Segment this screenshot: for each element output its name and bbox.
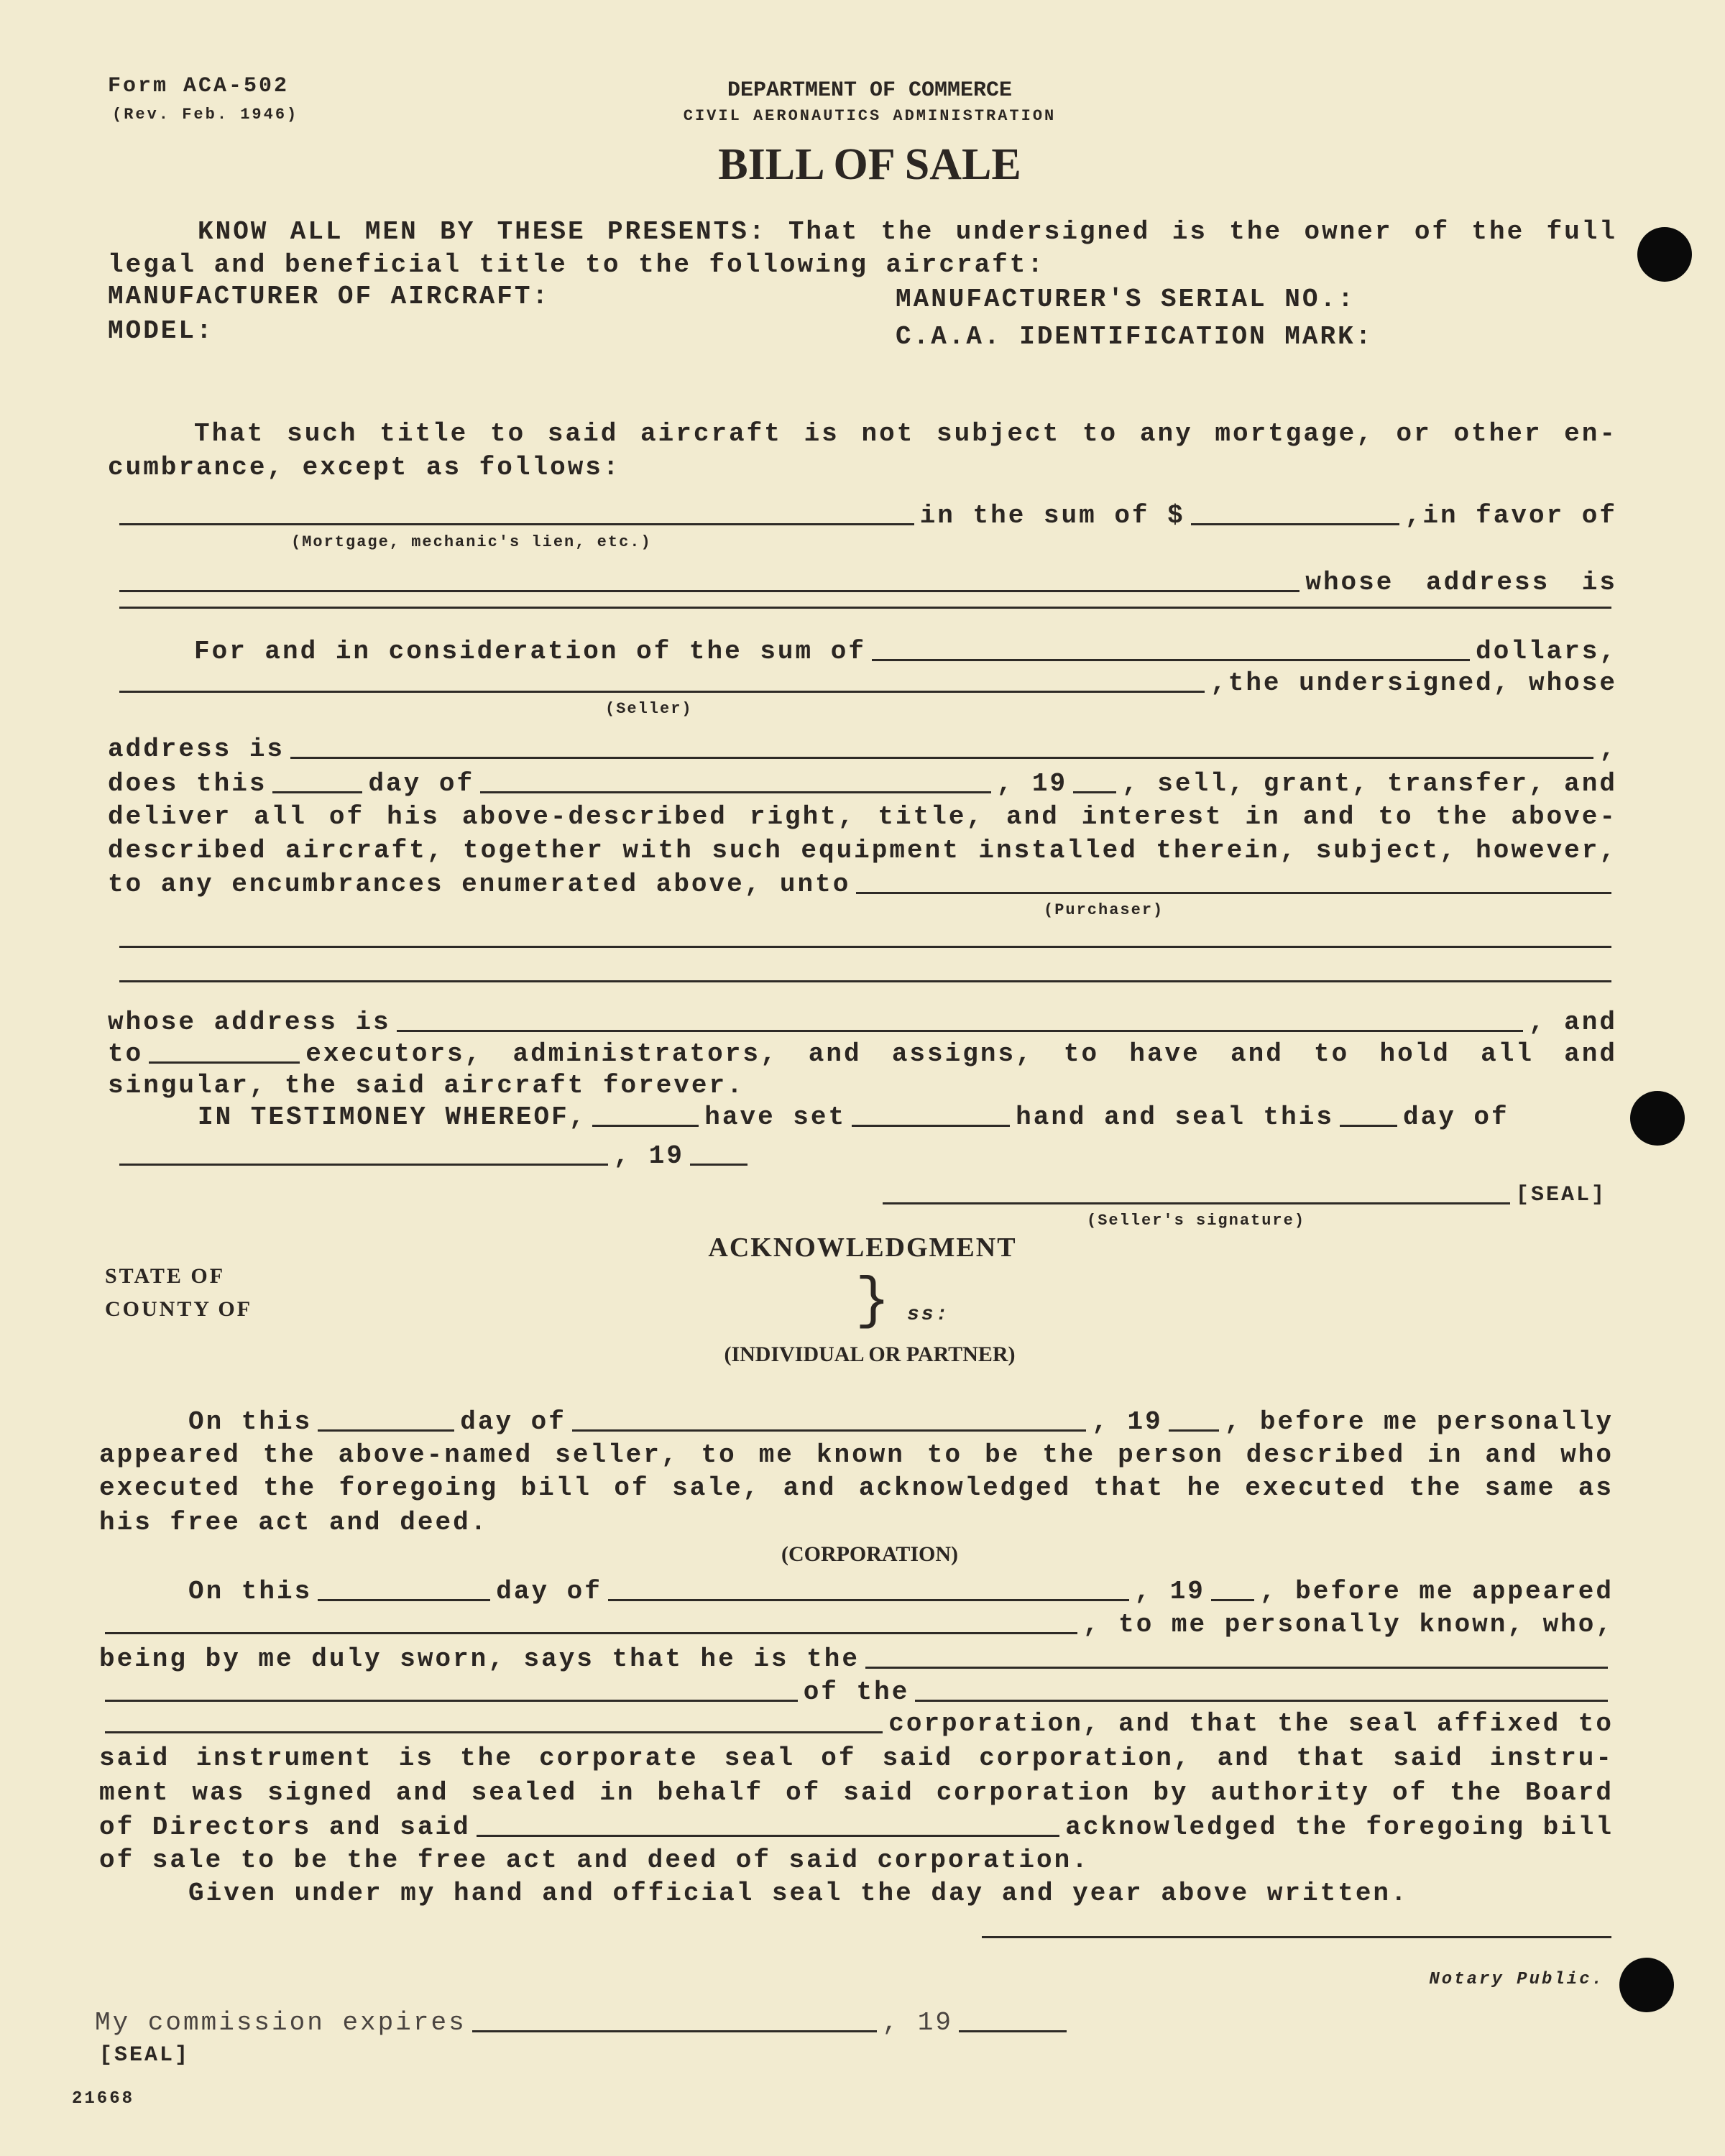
day-of-label: day of (460, 1407, 566, 1437)
testimony-year-field[interactable] (690, 1161, 748, 1166)
corp-officer-title-field[interactable] (865, 1664, 1608, 1669)
form-number: Form ACA-502 (108, 74, 290, 98)
year-prefix: , 19 (882, 2008, 953, 2037)
purchaser-field[interactable] (856, 889, 1611, 894)
punch-hole (1637, 227, 1692, 282)
sale-day-field[interactable] (272, 788, 362, 793)
seller-address-field[interactable] (290, 754, 1593, 759)
sell-label: , sell, grant, transfer, and (1122, 769, 1617, 798)
corp-line-4: said instrument is the corporate seal of said corporation, and that said instru- (99, 1743, 1614, 1773)
have-set-label: have set (704, 1102, 847, 1132)
encumbrance-field[interactable] (119, 520, 914, 525)
intro-line-1: KNOW ALL MEN BY THESE PRESENTS: That the undersigned is the owner of the full (198, 217, 1617, 247)
corporation-heading: (CORPORATION) (781, 1542, 959, 1566)
and-label: , and (1528, 1008, 1617, 1037)
purchaser-caption: (Purchaser) (1044, 901, 1164, 919)
does-this-label: does this (108, 769, 267, 798)
corp-title-field-2[interactable] (105, 1697, 798, 1702)
undersigned-label: the undersigned, whose (1228, 668, 1617, 698)
personally-known-label: , to me personally known, who, (1082, 1610, 1614, 1639)
year-prefix: , 19 (1134, 1577, 1205, 1606)
sworn-label: being by me duly sworn, says that he is the (99, 1644, 860, 1674)
dollars-label: dollars, (1476, 637, 1617, 666)
brace-icon: } (855, 1269, 891, 1335)
day-of-label: day of (1402, 1102, 1509, 1132)
commission-expiry-field[interactable] (472, 2027, 877, 2032)
ack-year-field[interactable] (1169, 1427, 1219, 1432)
corp-seal-text: corporation, and that the seal affixed to (888, 1709, 1614, 1738)
purchaser-line-3[interactable] (119, 977, 1611, 982)
before-appeared-label: , before me appeared (1259, 1577, 1614, 1606)
individual-heading: (INDIVIDUAL OR PARTNER) (724, 1342, 1016, 1366)
whose-address-label: whose address is (1305, 568, 1617, 597)
serial-label: MANUFACTURER'S SERIAL NO.: (896, 285, 1356, 314)
lienholder-field[interactable] (119, 587, 1300, 592)
page-title: BILL OF SALE (718, 140, 1021, 189)
purchaser-address-field[interactable] (397, 1027, 1523, 1032)
ack-day-field[interactable] (318, 1427, 454, 1432)
corp-line-7: of sale to be the free act and deed of said corporation. (99, 1846, 1090, 1875)
corp-line-5: ment was signed and sealed in behalf of said corporation by authority of the Board (99, 1778, 1614, 1807)
hand-seal-label: hand and seal this (1016, 1102, 1334, 1132)
sum-label: in the sum of $ (919, 501, 1185, 530)
individual-line-2: appeared the above-named seller, to me known to be the person described in and who (99, 1440, 1614, 1470)
address-label: address is (108, 734, 285, 764)
lienholder-address-field[interactable] (119, 604, 1611, 609)
acknowledged-label: acknowledged the foregoing bill (1065, 1812, 1614, 1842)
notary-label: Notary Public. (1429, 1970, 1604, 1989)
purchaser-address-label: whose address is (108, 1008, 391, 1037)
testimony-day-field[interactable] (1340, 1122, 1397, 1127)
notary-seal-label: [SEAL] (99, 2043, 190, 2068)
singular-text: singular, the said aircraft forever. (108, 1071, 745, 1100)
on-this-label: On this (188, 1407, 313, 1437)
corp-officer-field[interactable] (477, 1832, 1060, 1837)
testimony-label: IN TESTIMONEY WHEREOF, (198, 1102, 587, 1132)
testimony-who-field[interactable] (592, 1122, 699, 1127)
individual-line-4: his free act and deed. (99, 1508, 489, 1537)
seller-signature-caption: (Seller's signature) (1087, 1212, 1306, 1230)
seal-label: [SEAL] (1515, 1183, 1606, 1207)
seller-field[interactable] (119, 688, 1205, 693)
seller-signature-field[interactable] (883, 1199, 1510, 1204)
state-label: STATE OF (105, 1264, 226, 1288)
corp-officer-name-field[interactable] (105, 1629, 1077, 1634)
consideration-label: For and in consideration of the sum of (194, 637, 866, 666)
title-line-1: That such title to said aircraft is not subject to any mortgage, or other en- (194, 419, 1617, 448)
grant-line-2: described aircraft, together with such equipment installed therein, subject, however, (108, 836, 1617, 865)
heirs-field[interactable] (149, 1059, 300, 1064)
corp-month-field[interactable] (608, 1596, 1129, 1601)
purchaser-line-2[interactable] (119, 943, 1611, 948)
year-prefix: , 19 (996, 769, 1068, 798)
corp-year-field[interactable] (1211, 1596, 1254, 1601)
sale-year-field[interactable] (1073, 788, 1116, 793)
corp-day-field[interactable] (318, 1596, 490, 1601)
seller-caption: (Seller) (605, 700, 693, 718)
year-prefix: , 19 (613, 1141, 684, 1171)
day-of-label: day of (368, 769, 475, 798)
mortgage-caption: (Mortgage, mechanic's lien, etc.) (291, 533, 652, 551)
commission-year-field[interactable] (959, 2027, 1067, 2032)
form-revision: (Rev. Feb. 1946) (112, 106, 299, 124)
in-favor-label: in favor of (1422, 501, 1617, 530)
sale-month-field[interactable] (480, 788, 991, 793)
intro-line-2: legal and beneficial title to the following aircraft: (108, 250, 1045, 280)
testimony-pronoun-field[interactable] (852, 1122, 1010, 1127)
department: DEPARTMENT OF COMMERCE (727, 78, 1013, 103)
day-of-label: day of (496, 1577, 602, 1606)
corp-name-field-2[interactable] (105, 1728, 883, 1733)
on-this-label: On this (188, 1577, 313, 1606)
county-label: COUNTY OF (105, 1297, 253, 1321)
model-label: MODEL: (108, 316, 214, 346)
grant-line-1: deliver all of his above-described right, title, and interest in and to the above- (108, 802, 1617, 831)
comma: , (1599, 734, 1617, 764)
to-label: to (108, 1039, 144, 1069)
individual-line-3: executed the foregoing bill of sale, and acknowledged that he executed the same as (99, 1473, 1614, 1503)
punch-hole (1630, 1091, 1685, 1146)
agency: CIVIL AERONAUTICS ADMINISTRATION (683, 107, 1057, 125)
punch-hole (1619, 1958, 1674, 2012)
directors-label: of Directors and said (99, 1812, 471, 1842)
encumbrance-amount-field[interactable] (1191, 520, 1399, 525)
manufacturer-label: MANUFACTURER OF AIRCRAFT: (108, 282, 551, 311)
of-the-label: of the (803, 1677, 910, 1707)
unto-label: to any encumbrances enumerated above, unto (108, 870, 851, 899)
comma: , (1404, 501, 1423, 530)
given-text: Given under my hand and official seal the day and year above written. (188, 1879, 1409, 1908)
before-label: , before me personally (1224, 1407, 1614, 1437)
form-code: 21668 (72, 2089, 135, 2109)
executors-text: executors, administrators, and assigns, to have and to hold all and (305, 1039, 1617, 1069)
comma: , (1210, 668, 1228, 698)
testimony-month-field[interactable] (119, 1161, 608, 1166)
caa-mark-label: C.A.A. IDENTIFICATION MARK: (896, 322, 1374, 351)
ack-month-field[interactable] (572, 1427, 1086, 1432)
title-line-2: cumbrance, except as follows: (108, 453, 621, 482)
acknowledgment-heading: ACKNOWLEDGMENT (708, 1233, 1017, 1263)
ss-label: ss: (907, 1304, 950, 1326)
notary-signature-field[interactable] (982, 1933, 1611, 1938)
corp-name-field[interactable] (915, 1697, 1608, 1702)
consideration-amount-field[interactable] (872, 656, 1470, 661)
commission-label: My commission expires (95, 2008, 466, 2037)
year-prefix: , 19 (1092, 1407, 1163, 1437)
